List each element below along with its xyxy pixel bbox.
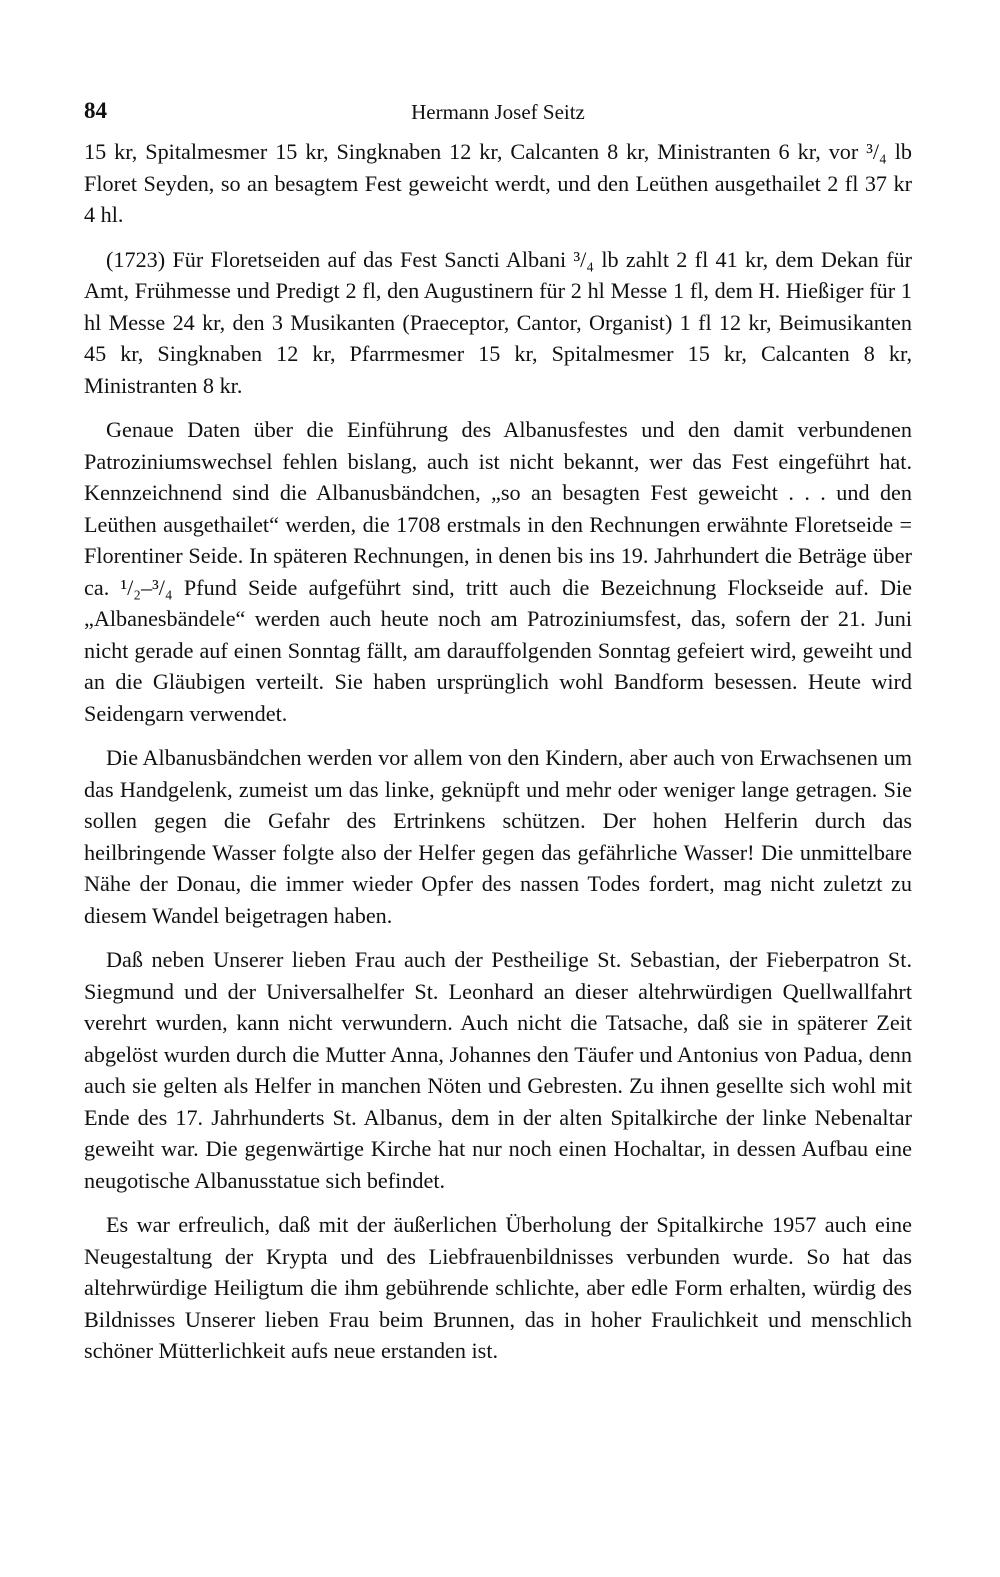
paragraph-albanusbaendchen: Die Albanusbändchen werden vor allem von den Kindern, aber auch von Erwachsenen um das Handgelenk, zumeist um das linke, geknüpft und mehr oder weniger lange getragen. Sie sollen gegen die Gefahr des Ertrinkens schützen. Der hohen Helferin durch das heilbringende Wasser folgte also der Helfer gegen das gefährliche Wasser! Die unmittelbare Nähe der Donau, die immer wieder Opfer des nassen Todes fordert, mag nicht zuletzt zu diesem Wandel beigetragen haben. [84,745,912,928]
paragraph-albanusfest: Genaue Daten über die Einführung des Albanusfestes und den damit verbundenen Patroziniumswechsel fehlen bislang, auch ist nicht bekannt, wer das Fest eingeführt hat. Kennzeichnend sind die Albanusbändchen, „so an besagten Fest geweicht . . . und den Leüthen ausgethailet“ werden, die 1708 erstmals in den Rechnungen erwähnte Floretseide = Florentiner Seide. In späteren Rechnungen, in denen bis ins 19. Jahrhundert die Beträge über ca. ¹/₂–³/₄ Pfund Seide aufgeführt sind, tritt auch die Bezeichnung Flockseide auf. Die „Albanesbändele“ werden auch heute noch am Patroziniumsfest, das, sofern der 21. Juni nicht gerade auf einen Sonntag fällt, am darauffolgenden Sonntag gefeiert wird, geweiht und an die Gläubigen verteilt. Sie haben ursprünglich wohl Bandform besessen. Heute wird Seidengarn verwendet. [84,417,912,726]
page-number: 84 [84,98,107,123]
page-header [84,92,912,136]
book-page [84,92,912,1380]
paragraph-saints: Daß neben Unserer lieben Frau auch der Pestheilige St. Sebastian, der Fieberpatron St. Siegmund und der Universalhelfer St. Leonhard an dieser altehrwürdigen Quellwallfahrt verehrt wurden, kann nicht verwundern. Auch nicht die Tatsache, daß sie in späterer Zeit abgelöst wurden durch die Mutter Anna, Johannes den Täufer und Antonius von Padua, denn auch sie gelten als Helfer in manchen Nöten und Gebresten. Zu ihnen gesellte sich wohl mit Ende des 17. Jahrhunderts St. Albanus, dem in der alten Spitalkirche der linke Nebenaltar geweiht war. Die gegenwärtige Kirche hat nur noch einen Hochaltar, in dessen Aufbau eine neugotische Albanusstatue sich befindet. [84,947,912,1193]
paragraph-1723-record: (1723) Für Floretseiden auf das Fest Sancti Albani ³/₄ lb zahlt 2 fl 41 kr, dem Dekan für Amt, Frühmesse und Predigt 2 fl, den Augustinern für 2 hl Messe 1 fl, dem H. Hießiger für 1 hl Messe 24 kr, den 3 Musikanten (Praeceptor, Cantor, Organist) 1 fl 12 kr, Beimusikanten 45 kr, Singknaben 12 kr, Pfarrmesmer 15 kr, Spitalmesmer 15 kr, Calcanten 8 kr, Ministranten 8 kr. [84,246,912,398]
running-head: Hermann Josef Seitz [411,100,585,124]
paragraph-spitalkirche: Es war erfreulich, daß mit der äußerlichen Überholung der Spitalkirche 1957 auch eine Neugestaltung der Krypta und des Liebfrauenbildnisses verbunden wurde. So hat das altehrwürdige Heiligtum die ihm gebührende schlichte, aber edle Form erhalten, würdig des Bildnisses Unserer lieben Frau beim Brunnen, das in hoher Fraulichkeit und menschlich schöner Mütterlichkeit aufs neue erstanden ist. [84,1212,912,1363]
paragraph-continued: 15 kr, Spitalmesmer 15 kr, Singknaben 12 kr, Calcanten 8 kr, Ministranten 6 kr, vor ³/₄ lb Floret Seyden, so an besagtem Fest geweicht werdt, und den Leüthen ausgethailet 2 fl 37 kr 4 hl. [84,139,912,227]
body-text [84,136,912,1367]
